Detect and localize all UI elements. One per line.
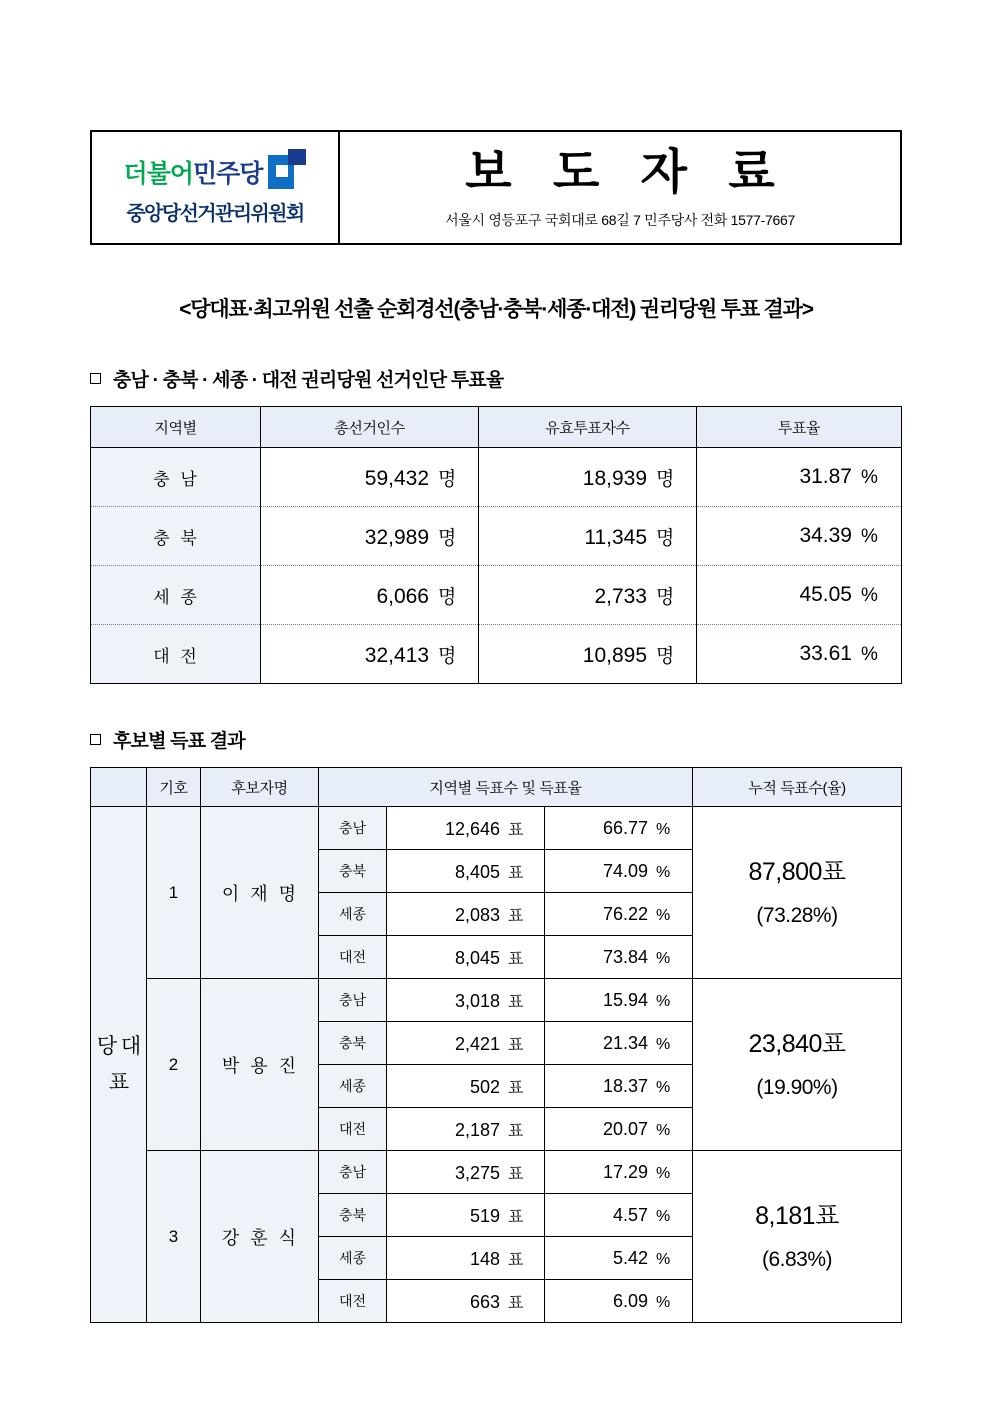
cell-sub-region: 세종 <box>319 1237 387 1280</box>
cell-votes: 663 표 <box>387 1280 545 1323</box>
unit-votes: 표 <box>508 1208 524 1226</box>
unit-votes: 표 <box>508 907 524 925</box>
unit-percent: % <box>656 992 671 1010</box>
cell-pct: 15.94 % <box>545 979 693 1022</box>
table-row <box>91 566 902 625</box>
table-row <box>91 507 902 566</box>
cell-candidate-name: 이 재 명 <box>201 807 319 979</box>
cell-pct: 74.09 % <box>545 850 693 893</box>
unit-percent: % <box>861 644 878 665</box>
cell-electors: 32,413 명 <box>261 625 479 684</box>
col-region: 지역별 <box>91 407 261 448</box>
total-votes: 87,800표 <box>748 857 846 886</box>
cell-valid-votes: 18,939 명 <box>479 448 697 507</box>
turnout-table <box>90 406 902 684</box>
col-valid-votes: 유효투표자수 <box>479 407 697 448</box>
logo-row <box>124 149 307 195</box>
table-row <box>91 979 902 1022</box>
unit-people: 명 <box>656 586 675 608</box>
cell-valid-votes: 2,733 명 <box>479 566 697 625</box>
cell-turnout: 33.61 % <box>697 625 902 684</box>
cell-pct: 17.29 % <box>545 1151 693 1194</box>
unit-percent: % <box>656 906 671 924</box>
col-party-spacer <box>91 768 147 807</box>
unit-people: 명 <box>438 527 457 549</box>
page-title: <당대표·최고위원 선출 순회경선(충남·충북·세종·대전) 권리당원 투표 결과> <box>179 298 813 321</box>
cell-pct: 4.57 % <box>545 1194 693 1237</box>
unit-percent: % <box>656 1078 671 1096</box>
square-bullet-icon <box>90 734 101 745</box>
cell-candidate-name: 강 훈 식 <box>201 1151 319 1323</box>
table-row <box>91 448 902 507</box>
section-heading-results <box>90 726 902 753</box>
cell-pct: 18.37 % <box>545 1065 693 1108</box>
cell-total <box>693 1151 902 1323</box>
cell-pct: 5.42 % <box>545 1237 693 1280</box>
cell-pct: 21.34 % <box>545 1022 693 1065</box>
cell-votes: 148 표 <box>387 1237 545 1280</box>
cell-turnout: 34.39 % <box>697 507 902 566</box>
cell-sub-region: 충북 <box>319 1194 387 1237</box>
cell-electors: 6,066 명 <box>261 566 479 625</box>
cell-sub-region: 충남 <box>319 1151 387 1194</box>
cell-sub-region: 충북 <box>319 1022 387 1065</box>
cell-region: 충 남 <box>91 448 261 507</box>
cell-pct: 66.77 % <box>545 807 693 850</box>
committee-name: 중앙당선거관리위원회 <box>126 203 304 225</box>
cell-turnout: 31.87 % <box>697 448 902 507</box>
unit-people: 명 <box>438 586 457 608</box>
unit-people: 명 <box>438 468 457 490</box>
party-logo <box>92 132 340 243</box>
cell-votes: 8,405 표 <box>387 850 545 893</box>
cell-votes: 3,275 표 <box>387 1151 545 1194</box>
cell-pct: 76.22 % <box>545 893 693 936</box>
unit-people: 명 <box>656 527 675 549</box>
unit-percent: % <box>656 1035 671 1053</box>
table-row <box>91 1151 902 1194</box>
unit-people: 명 <box>438 645 457 667</box>
unit-votes: 표 <box>508 1036 524 1054</box>
unit-percent: % <box>656 1293 671 1311</box>
unit-votes: 표 <box>508 1294 524 1312</box>
cell-votes: 2,187 표 <box>387 1108 545 1151</box>
section-heading-turnout <box>90 365 902 392</box>
cell-votes: 12,646 표 <box>387 807 545 850</box>
table-header-row <box>91 768 902 807</box>
col-regional-results: 지역별 득표수 및 득표율 <box>319 768 693 807</box>
unit-votes: 표 <box>508 821 524 839</box>
party-name-part1: 더불어 <box>123 160 193 188</box>
cell-electors: 59,432 명 <box>261 448 479 507</box>
total-pct: (6.83%) <box>761 1248 833 1272</box>
section-heading-turnout-label: 충남 · 충북 · 세종 · 대전 권리당원 선거인단 투표율 <box>113 370 504 391</box>
unit-votes: 표 <box>508 1165 524 1183</box>
unit-percent: % <box>861 467 878 488</box>
unit-percent: % <box>656 1121 671 1139</box>
cell-region: 충 북 <box>91 507 261 566</box>
cell-party-label: 당 대 표 <box>91 807 147 1323</box>
cell-pct: 20.07 % <box>545 1108 693 1151</box>
unit-people: 명 <box>656 468 675 490</box>
unit-votes: 표 <box>508 864 524 882</box>
col-electors: 총선거인수 <box>261 407 479 448</box>
cell-votes: 519 표 <box>387 1194 545 1237</box>
unit-percent: % <box>656 1164 671 1182</box>
unit-percent: % <box>656 863 671 881</box>
unit-percent: % <box>861 526 878 547</box>
unit-percent: % <box>656 1207 671 1225</box>
cell-sub-region: 대전 <box>319 1108 387 1151</box>
cell-region: 대 전 <box>91 625 261 684</box>
cell-candidate-name: 박 용 진 <box>201 979 319 1151</box>
col-total-results: 누적 득표수(율) <box>693 768 902 807</box>
table-row <box>91 807 902 850</box>
cell-turnout: 45.05 % <box>697 566 902 625</box>
cell-sub-region: 충북 <box>319 850 387 893</box>
party-address: 서울시 영등포구 국회대로 68길 7 민주당사 전화 1577-7667 <box>445 212 795 229</box>
unit-votes: 표 <box>508 1079 524 1097</box>
unit-percent: % <box>656 1250 671 1268</box>
cell-number: 3 <box>147 1151 201 1323</box>
unit-percent: % <box>656 949 671 967</box>
cell-valid-votes: 10,895 명 <box>479 625 697 684</box>
section-heading-results-label: 후보별 득표 결과 <box>113 731 245 752</box>
cell-sub-region: 충남 <box>319 807 387 850</box>
candidate-results-table <box>90 767 902 1323</box>
party-emblem-icon <box>268 149 306 195</box>
press-release-header <box>90 130 902 245</box>
cell-sub-region: 대전 <box>319 936 387 979</box>
cell-number: 2 <box>147 979 201 1151</box>
unit-people: 명 <box>656 645 675 667</box>
cell-valid-votes: 11,345 명 <box>479 507 697 566</box>
total-pct: (73.28%) <box>756 904 838 928</box>
cell-electors: 32,989 명 <box>261 507 479 566</box>
cell-total <box>693 807 902 979</box>
cell-votes: 2,083 표 <box>387 893 545 936</box>
cell-total <box>693 979 902 1151</box>
cell-sub-region: 세종 <box>319 893 387 936</box>
cell-votes: 8,045 표 <box>387 936 545 979</box>
cell-votes: 2,421 표 <box>387 1022 545 1065</box>
party-name-text <box>124 154 263 190</box>
unit-votes: 표 <box>508 950 524 968</box>
cell-number: 1 <box>147 807 201 979</box>
table-row <box>91 625 902 684</box>
col-number: 기호 <box>147 768 201 807</box>
cell-votes: 3,018 표 <box>387 979 545 1022</box>
col-turnout: 투표율 <box>697 407 902 448</box>
unit-percent: % <box>656 820 671 838</box>
cell-sub-region: 세종 <box>319 1065 387 1108</box>
cell-pct: 73.84 % <box>545 936 693 979</box>
total-pct: (19.90%) <box>756 1076 838 1100</box>
press-release-title: 보 도 자 료 <box>465 145 789 199</box>
cell-pct: 6.09 % <box>545 1280 693 1323</box>
unit-votes: 표 <box>508 993 524 1011</box>
unit-votes: 표 <box>508 1122 524 1140</box>
cell-sub-region: 충남 <box>319 979 387 1022</box>
cell-votes: 502 표 <box>387 1065 545 1108</box>
header-title-block <box>340 132 900 243</box>
cell-sub-region: 대전 <box>319 1280 387 1323</box>
total-votes: 23,840표 <box>748 1029 846 1058</box>
cell-region: 세 종 <box>91 566 261 625</box>
total-votes: 8,181표 <box>755 1201 839 1230</box>
unit-votes: 표 <box>508 1251 524 1269</box>
table-header-row <box>91 407 902 448</box>
col-candidate: 후보자명 <box>201 768 319 807</box>
party-name-part2: 민주당 <box>193 160 263 188</box>
square-bullet-icon <box>90 373 101 384</box>
unit-percent: % <box>861 585 878 606</box>
